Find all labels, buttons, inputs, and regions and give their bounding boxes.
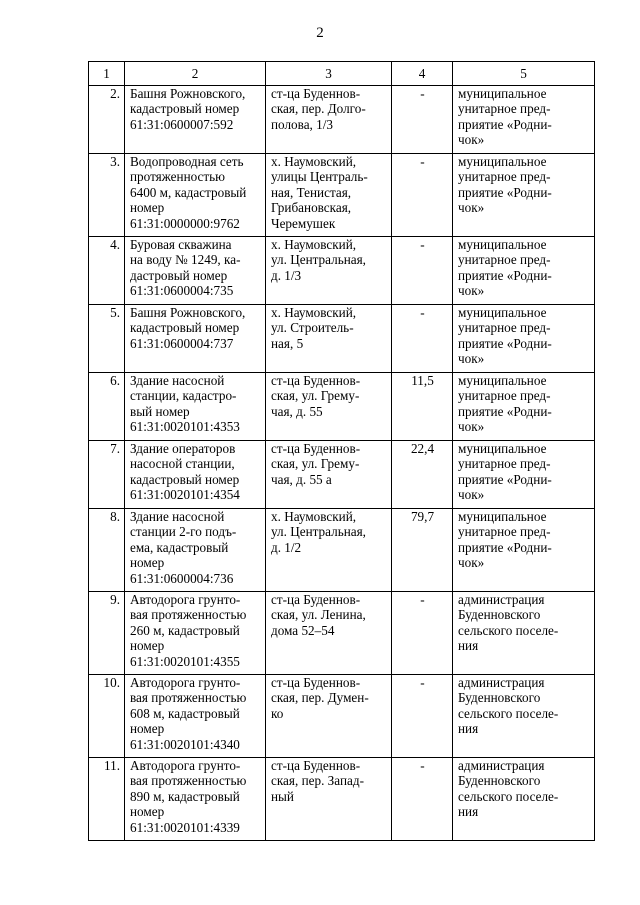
area-cell: - — [392, 758, 453, 841]
owner-cell: муниципальное унитарное пред- приятие «Родни- чок» — [453, 441, 595, 509]
area-cell: - — [392, 592, 453, 675]
column-header: 3 — [266, 62, 392, 86]
object-name-cell: Автодорога грунто- вая протяженностью 608 м, кадастровый номер 61:31:0020101:4340 — [125, 675, 266, 758]
owner-cell: муниципальное унитарное пред- приятие «Родни- чок» — [453, 86, 595, 154]
address-cell: х. Наумовский, ул. Центральная, д. 1/3 — [266, 237, 392, 305]
area-cell: - — [392, 675, 453, 758]
row-number-cell: 8. — [89, 509, 125, 592]
table-row — [89, 758, 595, 841]
column-header: 5 — [453, 62, 595, 86]
object-name-cell: Башня Рожновского, кадастровый номер 61:31:0600007:592 — [125, 86, 266, 154]
owner-cell: администрация Буденновского сельского поселе- ния — [453, 592, 595, 675]
address-cell: х. Наумовский, улицы Централь- ная, Тенистая, Грибановская, Черемушек — [266, 154, 392, 237]
object-name-cell: Водопроводная сеть протяженностью 6400 м, кадастровый номер 61:31:0000000:9762 — [125, 154, 266, 237]
object-name-cell: Автодорога грунто- вая протяженностью 890 м, кадастровый номер 61:31:0020101:4339 — [125, 758, 266, 841]
table-header-row — [89, 62, 595, 86]
row-number-cell: 4. — [89, 237, 125, 305]
area-cell: - — [392, 86, 453, 154]
table-row — [89, 592, 595, 675]
address-cell: ст-ца Буденнов- ская, ул. Грему- чая, д. 55 а — [266, 441, 392, 509]
owner-cell: администрация Буденновского сельского поселе- ния — [453, 675, 595, 758]
page-number: 2 — [316, 25, 324, 41]
area-cell: 79,7 — [392, 509, 453, 592]
table-row — [89, 305, 595, 373]
object-name-cell: Здание насосной станции 2-го подъ- ема, кадастровый номер 61:31:0600004:736 — [125, 509, 266, 592]
row-number-cell: 5. — [89, 305, 125, 373]
row-number-cell: 2. — [89, 86, 125, 154]
address-cell: ст-ца Буденнов- ская, пер. Запад- ный — [266, 758, 392, 841]
owner-cell: администрация Буденновского сельского поселе- ния — [453, 758, 595, 841]
object-name-cell: Здание насосной станции, кадастро- вый номер 61:31:0020101:4353 — [125, 373, 266, 441]
object-name-cell: Буровая скважина на воду № 1249, ка- дастровый номер 61:31:0600004:735 — [125, 237, 266, 305]
row-number-cell: 6. — [89, 373, 125, 441]
table-row — [89, 154, 595, 237]
object-name-cell: Автодорога грунто- вая протяженностью 260 м, кадастровый номер 61:31:0020101:4355 — [125, 592, 266, 675]
owner-cell: муниципальное унитарное пред- приятие «Родни- чок» — [453, 154, 595, 237]
row-number-cell: 7. — [89, 441, 125, 509]
owner-cell: муниципальное унитарное пред- приятие «Родни- чок» — [453, 509, 595, 592]
owner-cell: муниципальное унитарное пред- приятие «Родни- чок» — [453, 237, 595, 305]
table-row — [89, 441, 595, 509]
table-row — [89, 509, 595, 592]
row-number-cell: 11. — [89, 758, 125, 841]
row-number-cell: 3. — [89, 154, 125, 237]
row-number-cell: 9. — [89, 592, 125, 675]
address-cell: ст-ца Буденнов- ская, ул. Ленина, дома 52–54 — [266, 592, 392, 675]
area-cell: - — [392, 305, 453, 373]
owner-cell: муниципальное унитарное пред- приятие «Родни- чок» — [453, 373, 595, 441]
table-row — [89, 675, 595, 758]
address-cell: ст-ца Буденнов- ская, ул. Грему- чая, д. 55 — [266, 373, 392, 441]
address-cell: х. Наумовский, ул. Строитель- ная, 5 — [266, 305, 392, 373]
table-row — [89, 86, 595, 154]
area-cell: 11,5 — [392, 373, 453, 441]
object-name-cell: Башня Рожновского, кадастровый номер 61:31:0600004:737 — [125, 305, 266, 373]
object-name-cell: Здание операторов насосной станции, кадастровый номер 61:31:0020101:4354 — [125, 441, 266, 509]
row-number-cell: 10. — [89, 675, 125, 758]
address-cell: ст-ца Буденнов- ская, пер. Думен- ко — [266, 675, 392, 758]
column-header: 1 — [89, 62, 125, 86]
owner-cell: муниципальное унитарное пред- приятие «Родни- чок» — [453, 305, 595, 373]
area-cell: - — [392, 154, 453, 237]
property-table — [88, 61, 595, 841]
table-row — [89, 237, 595, 305]
address-cell: ст-ца Буденнов- ская, пер. Долго- полова, 1/3 — [266, 86, 392, 154]
column-header: 4 — [392, 62, 453, 86]
table-row — [89, 373, 595, 441]
address-cell: х. Наумовский, ул. Центральная, д. 1/2 — [266, 509, 392, 592]
area-cell: 22,4 — [392, 441, 453, 509]
area-cell: - — [392, 237, 453, 305]
column-header: 2 — [125, 62, 266, 86]
